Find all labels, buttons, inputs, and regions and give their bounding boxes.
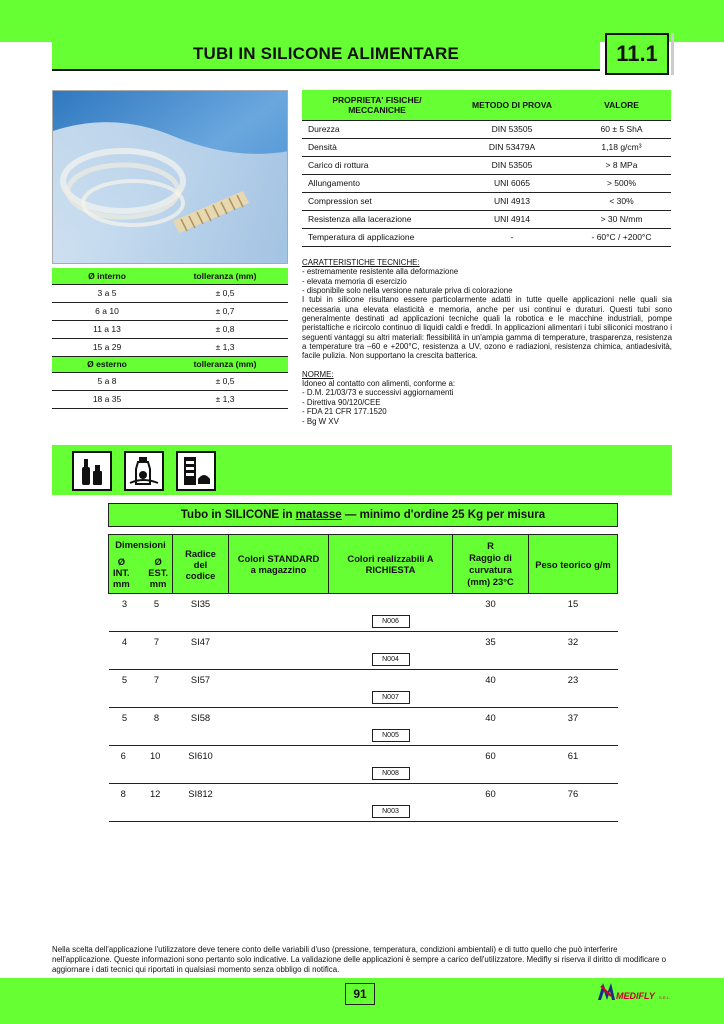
diameter-range: 18 a 35: [52, 390, 162, 408]
norm-item: - Bg W XV: [302, 416, 339, 426]
norms-intro: Idoneo al contatto con alimenti, conforme a:: [302, 379, 456, 389]
diameter-header: Ø interno: [52, 268, 162, 284]
bullet: - elevata memoria di esercizio: [302, 276, 407, 286]
product-code: SI35: [173, 594, 229, 632]
bend-radius: 30: [453, 594, 529, 632]
section-number: 11.1: [605, 33, 669, 75]
norm-item: - FDA 21 CFR 177.1520: [302, 407, 387, 417]
outer-diameter: 12: [149, 788, 161, 799]
weight: 37: [529, 708, 618, 746]
radius-unit: (mm) 23°C: [467, 576, 514, 587]
outer-diameter: 5: [153, 598, 160, 609]
outer-diameter: 8: [153, 712, 160, 723]
bend-radius: 60: [453, 746, 529, 784]
weight: 32: [529, 632, 618, 670]
product-row: [109, 632, 618, 670]
norm-item: - D.M. 21/03/73 e successivi aggiornamenti: [302, 388, 454, 398]
color-code: N004: [372, 653, 410, 666]
header-dimensions: [109, 535, 173, 594]
ext-symbol: Ø: [154, 556, 162, 567]
int-unit: mm: [113, 578, 130, 589]
section-strip: [671, 33, 674, 75]
page-number: 91: [345, 983, 375, 1005]
diameter-range: 11 a 13: [52, 320, 162, 338]
property-row: [302, 174, 671, 192]
heading-underlined: matasse: [295, 509, 342, 521]
medifly-logo: [597, 980, 677, 1004]
title-underline: [52, 69, 600, 71]
ext-label: EST.: [148, 567, 168, 578]
property-name: Compression set: [302, 192, 452, 210]
property-name: Temperatura di applicazione: [302, 228, 452, 246]
property-value: > 8 MPa: [572, 156, 671, 174]
tolerance-value: ± 0,5: [162, 372, 288, 390]
inner-diameter: 5: [121, 712, 128, 723]
dim-label: Dimensioni: [115, 539, 166, 550]
product-photo: [52, 90, 288, 264]
product-row: [109, 708, 618, 746]
tolerance-header: [52, 268, 288, 284]
outer-diameter: 7: [153, 674, 160, 685]
weight: 61: [529, 746, 618, 784]
tolerance-row: [52, 302, 288, 320]
tolerance-row: [52, 320, 288, 338]
tolerance-header: [52, 356, 288, 372]
tolerance-table: [52, 268, 288, 409]
property-row: [302, 138, 671, 156]
characteristics-title: CARATTERISTICHE TECNICHE:: [302, 258, 420, 267]
bend-radius: 35: [453, 632, 529, 670]
property-value: > 500%: [572, 174, 671, 192]
diameter-range: 15 a 29: [52, 338, 162, 356]
property-method: DIN 53479A: [452, 138, 572, 156]
disclaimer: Nella scelta dell'applicazione l'utilizzatore deve tenere conto delle variabili d'uso (pressione, temperatura, condizioni ambientali) e di tutto quello che può interferire nell'applicazione. Queste informazioni sono pertanto solo indicative. La validazione delle applicazioni è sempre a carico dell'utilizzatore. Medifly si riserva il diritto di modificare o aggiornare i dati tecnici qui riportati in qualsiasi momento senza obbligo di notifica.: [52, 945, 666, 974]
product-code: SI812: [173, 784, 229, 822]
standard-colors: [229, 746, 329, 784]
header-value: VALORE: [572, 90, 671, 120]
product-code: SI58: [173, 708, 229, 746]
bullet: - disponibile solo nella versione naturale priva di colorazione: [302, 286, 513, 296]
property-method: UNI 4913: [452, 192, 572, 210]
norm-item: - Direttiva 90/120/CEE: [302, 397, 381, 407]
color-code: N003: [372, 805, 410, 818]
ext-unit: mm: [149, 578, 167, 589]
inner-diameter: 5: [121, 674, 128, 685]
tolerance-value: ± 0,5: [162, 284, 288, 302]
header-code: Radice del codice: [173, 535, 229, 594]
page-title: TUBI IN SILICONE ALIMENTARE: [192, 44, 460, 63]
header-weight: Peso teorico g/m: [529, 535, 618, 594]
property-method: UNI 4914: [452, 210, 572, 228]
property-row: [302, 120, 671, 138]
property-value: - 60°C / +200°C: [572, 228, 671, 246]
tolerance-value: ± 1,3: [162, 338, 288, 356]
tolerance-value: ± 0,7: [162, 302, 288, 320]
logo-text: MEDIFLY: [616, 991, 655, 1001]
bullet: - estremamente resistente alla deformazione: [302, 267, 459, 277]
inner-diameter: 3: [121, 598, 128, 609]
product-heading: [108, 503, 618, 527]
property-row: [302, 192, 671, 210]
product-row: [109, 594, 618, 632]
standard-colors: [229, 632, 329, 670]
standard-colors: [229, 594, 329, 632]
color-code: N006: [372, 615, 410, 628]
radius-label: Raggio di curvatura: [469, 552, 512, 575]
property-name: Densità: [302, 138, 452, 156]
properties-header: [302, 90, 671, 120]
property-name: Carico di rottura: [302, 156, 452, 174]
norms-title: NORME:: [302, 369, 334, 379]
color-code: N007: [372, 691, 410, 704]
inner-diameter: 8: [120, 788, 126, 799]
tolerance-row: [52, 372, 288, 390]
property-method: DIN 53505: [452, 156, 572, 174]
color-code: N005: [372, 729, 410, 742]
technical-description: [302, 258, 672, 426]
product-table-header: [109, 535, 618, 594]
int-symbol: Ø: [117, 556, 125, 567]
diameter-range: 5 a 8: [52, 372, 162, 390]
property-method: DIN 53505: [452, 120, 572, 138]
product-row: [109, 784, 618, 822]
tolerance-header-label: tolleranza (mm): [162, 268, 288, 284]
grocery-icon: [176, 451, 216, 491]
product-table: [108, 534, 618, 822]
tolerance-row: [52, 284, 288, 302]
inner-diameter: 6: [120, 750, 126, 761]
property-name: Resistenza alla lacerazione: [302, 210, 452, 228]
diameter-range: 6 a 10: [52, 302, 162, 320]
property-method: UNI 6065: [452, 174, 572, 192]
bend-radius: 60: [453, 784, 529, 822]
property-method: -: [452, 228, 572, 246]
tolerance-value: ± 1,3: [162, 390, 288, 408]
diameter-range: 3 a 5: [52, 284, 162, 302]
product-code: SI610: [173, 746, 229, 784]
header-radius: [453, 535, 529, 594]
bend-radius: 40: [453, 670, 529, 708]
header-property: PROPRIETA' FISICHE/ MECCANICHE: [302, 90, 452, 120]
header-method: METODO DI PROVA: [452, 90, 572, 120]
standard-colors: [229, 784, 329, 822]
header-request-colors: Colori realizzabili A RICHIESTA: [329, 535, 453, 594]
properties-table: [302, 90, 671, 247]
description-body: I tubi in silicone risultano essere particolarmente adatti in tutte quelle applicazioni nelle quali sia necessaria una elevata elasticità e memoria, anche per usi continui e duraturi. Questi tubi sono generalmente destinati ad applicazioni tecniche quali la robotica e le macchine industriali, pompe peristaltiche e ricircolo continuo di liquidi caldi e freddi. In applicazioni alimentari i tubi siliconici mostrano i seguenti vantaggi su altri materiali: flessibilità in un'ampia gamma di temperature, trasparenza, resistenza a temperature tra –60 e +200°C, resistenza a UV, ozono e radiazioni, resistenza chimica, antiadesività, facile pulizia. Non supportano la crescita batterica.: [302, 295, 672, 361]
property-row: [302, 210, 671, 228]
product-code: SI47: [173, 632, 229, 670]
milk-bottle-icon: [124, 451, 164, 491]
standard-colors: [229, 670, 329, 708]
property-name: Durezza: [302, 120, 452, 138]
weight: 23: [529, 670, 618, 708]
inner-diameter: 4: [121, 636, 128, 647]
property-name: Allungamento: [302, 174, 452, 192]
tolerance-header-label: tolleranza (mm): [162, 356, 288, 372]
int-label: INT.: [113, 567, 130, 578]
property-value: < 30%: [572, 192, 671, 210]
weight: 76: [529, 784, 618, 822]
property-value: 1,18 g/cm³: [572, 138, 671, 156]
property-value: > 30 N/mm: [572, 210, 671, 228]
wine-bottle-icon: [72, 451, 112, 491]
product-row: [109, 670, 618, 708]
tolerance-value: ± 0,8: [162, 320, 288, 338]
diameter-header: Ø esterno: [52, 356, 162, 372]
property-row: [302, 156, 671, 174]
property-value: 60 ± 5 ShA: [572, 120, 671, 138]
outer-diameter: 7: [153, 636, 160, 647]
logo-suffix: S.R.L.: [659, 995, 671, 1000]
product-code: SI57: [173, 670, 229, 708]
radius-symbol: R: [487, 540, 494, 551]
tolerance-row: [52, 338, 288, 356]
property-row: [302, 228, 671, 246]
color-code: N008: [372, 767, 410, 780]
standard-colors: [229, 708, 329, 746]
bend-radius: 40: [453, 708, 529, 746]
heading-text: Tubo in SILICONE in: [180, 509, 296, 521]
outer-diameter: 10: [149, 750, 161, 761]
heading-text: — minimo d'ordine 25 Kg per misura: [341, 509, 546, 521]
tolerance-row: [52, 390, 288, 408]
product-row: [109, 746, 618, 784]
weight: 15: [529, 594, 618, 632]
header-standard-colors: Colori STANDARD a magazzino: [229, 535, 329, 594]
